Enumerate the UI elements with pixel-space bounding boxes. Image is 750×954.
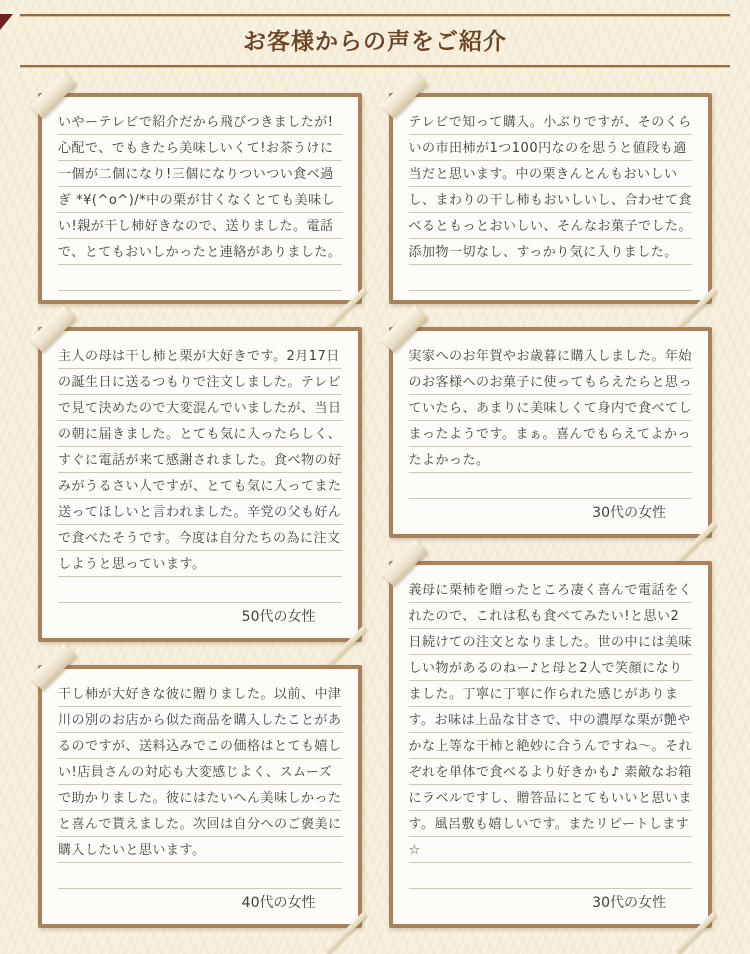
review-card: [389, 327, 713, 538]
reviewer-label: 50代の女性: [241, 609, 316, 625]
review-card: [38, 665, 362, 928]
header-rule-top: [20, 14, 730, 16]
review-text: テレビで知って購入。小ぶりですが、そのくらいの市田柿が1つ100円なのを思うと値段も適当だと思います。中の栗きんとんもおいしいし、まわりの干し柿もおいしいし、合わせて食べるともっとおいしい、そんなお菓子でした。添加物一切なし、すっかり気に入りました。: [409, 110, 693, 292]
reviewer-label: 40代の女性: [241, 895, 316, 911]
reviews-grid: [0, 67, 750, 928]
reviewer-label: 30代の女性: [592, 895, 666, 911]
review-text: 干し柿が大好きな彼に贈りました。以前、中津川の別のお店から似た商品を購入したことがあるのですが、送料込みでこの価格はとても嬉しい!店員さんの対応も大変感じよく、スムーズで助かりました。彼にはたいへん美味しかったと喜んで貰えました。次回は自分へのご褒美に購入したいと思います。: [58, 682, 342, 890]
page-curl-icon: [324, 912, 366, 954]
reviews-column-left: [38, 93, 362, 928]
review-text: 主人の母は干し柿と栗が大好きです。2月17日の誕生日に送るつもりで注文しました。テレビで見て決めたので大変混んでいましたが、当日の朝に届きました。とても気に入ったらしく、すぐに電話が来て感謝されました。食べ物の好みがうるさい人ですが、とても気に入ってまた送ってほしいと言われました。辛党の父も好んで食べたそうです。今度は自分たちの為に注文しようと思っています。: [58, 344, 342, 604]
review-text: 義母に栗柿を贈ったところ凄く喜んで電話をくれたので、これは私も食べてみたい!と思い2日続けての注文となりました。世の中には美味しい物があるのねー♪と母と2人で笑顔になりました。丁寧に丁寧に作られた感じがあります。お味は上品な甘さで、中の濃厚な栗が艶やかな上等な干柿と絶妙に合うんですね～。それぞれを単体で食べるより好きかも♪ 素敵なお箱にラベルですし、贈答品にとてもいいと思います。風呂敷も嬉しいです。またリピートします☆: [409, 578, 693, 890]
review-card: [38, 93, 362, 304]
review-card: [38, 327, 362, 642]
page-curl-icon: [324, 288, 366, 330]
page-curl-icon: [675, 288, 717, 330]
review-text: いやーテレビで紹介だから飛びつきましたが!心配で、でもきたら美味しいくて!お茶うけに一個が二個になり!三個になりついつい食べ過ぎ *¥(^o^)/*中の栗が甘くなくとても美味しい!親が干し柿好きなので、送りました。電話で、とてもおいしかったと連絡がありました。: [58, 110, 342, 292]
section-header: [20, 14, 730, 67]
page-corner-accent: [0, 14, 13, 30]
page-curl-icon: [675, 522, 717, 564]
reviews-column-right: [389, 93, 713, 928]
review-card: [389, 561, 713, 928]
review-text: 実家へのお年賀やお歳暮に購入しました。年始のお客様へのお菓子に使ってもらえたらと思っていたら、あまりに美味しくて身内で食べてしまったようです。まぁ。喜んでもらえてよかったよかった。: [409, 344, 693, 500]
reviewer-label: 30代の女性: [592, 505, 666, 521]
page-curl-icon: [675, 912, 717, 954]
page-curl-icon: [324, 626, 366, 668]
page-title: お客様からの声をご紹介: [243, 29, 507, 55]
review-card: [389, 93, 713, 304]
